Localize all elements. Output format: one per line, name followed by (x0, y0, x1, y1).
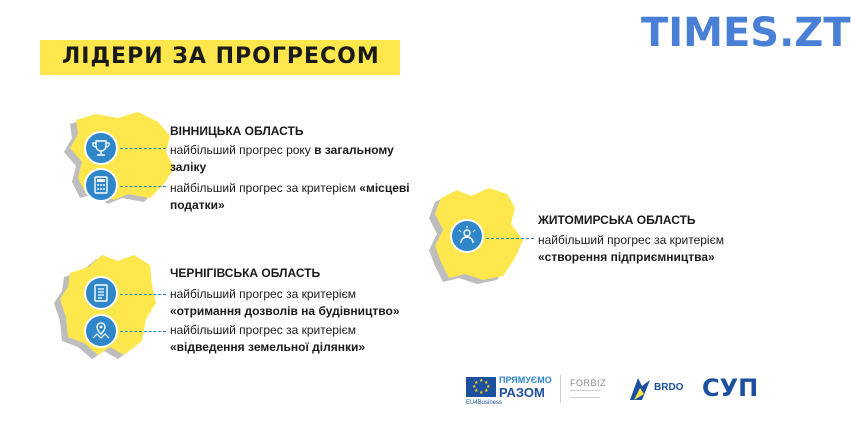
tax-calculator-icon (84, 168, 118, 202)
region-achievement (170, 142, 420, 176)
achievement-criterion: «місцеві податки» (170, 181, 410, 212)
pryamuemo-logo-top: ПРЯМУЄМО (499, 375, 552, 385)
forbiz-caption-lines (570, 390, 600, 398)
sup-logo: СУП (702, 374, 759, 402)
achievement-criterion: «отримання дозволів на будівництво» (170, 304, 400, 318)
region-achievement (170, 180, 420, 214)
achievement-text: найбільший прогрес року (170, 143, 315, 157)
vinnytsia-region-map (60, 112, 175, 207)
trophy-icon (84, 131, 118, 165)
leader-line (120, 148, 166, 149)
achievement-text: найбільший прогрес за критерієм (170, 287, 356, 301)
site-watermark: TIMES.ZT (641, 10, 851, 56)
achievement-criterion: «відведення земельної ділянки» (170, 340, 366, 354)
logo-divider (560, 375, 561, 403)
pryamuemo-logo-bottom: РАЗОМ (499, 385, 545, 400)
chernihiv-region-map (52, 255, 157, 365)
land-location-icon (84, 314, 118, 348)
eu-flag-logo: ★ ★ ★ ★ ★ ★ ★ ★ (466, 377, 496, 397)
region-name-zhytomyr: ЖИТОМИРСЬКА ОБЛАСТЬ (538, 213, 696, 227)
eu4business-caption: EU4Business (466, 400, 503, 406)
leader-line (120, 186, 166, 187)
region-name-chernihiv: ЧЕРНІГІВСЬКА ОБЛАСТЬ (170, 266, 321, 280)
leader-line (120, 294, 166, 295)
achievement-text: найбільший прогрес за критерієм (538, 233, 724, 247)
leader-line (486, 238, 534, 239)
leader-line (120, 331, 166, 332)
region-name-vinnytsia: ВІННИЦЬКА ОБЛАСТЬ (170, 124, 304, 138)
permit-document-icon (84, 276, 118, 310)
brdo-logo-mark (628, 376, 652, 402)
achievement-criterion: «створення підприємництва» (538, 250, 715, 264)
region-achievement (538, 232, 778, 266)
achievement-text: найбільший прогрес за критерієм (170, 181, 360, 195)
entrepreneurship-icon (450, 219, 484, 253)
page-title: ЛІДЕРИ ЗА ПРОГРЕСОМ (62, 44, 380, 69)
achievement-criterion: в загальному заліку (170, 143, 394, 174)
region-achievement (170, 286, 430, 320)
achievement-text: найбільший прогрес за критерієм (170, 323, 356, 337)
forbiz-logo: FORBIZ (570, 378, 606, 388)
brdo-logo: BRDO (654, 382, 684, 393)
region-achievement (170, 322, 430, 356)
